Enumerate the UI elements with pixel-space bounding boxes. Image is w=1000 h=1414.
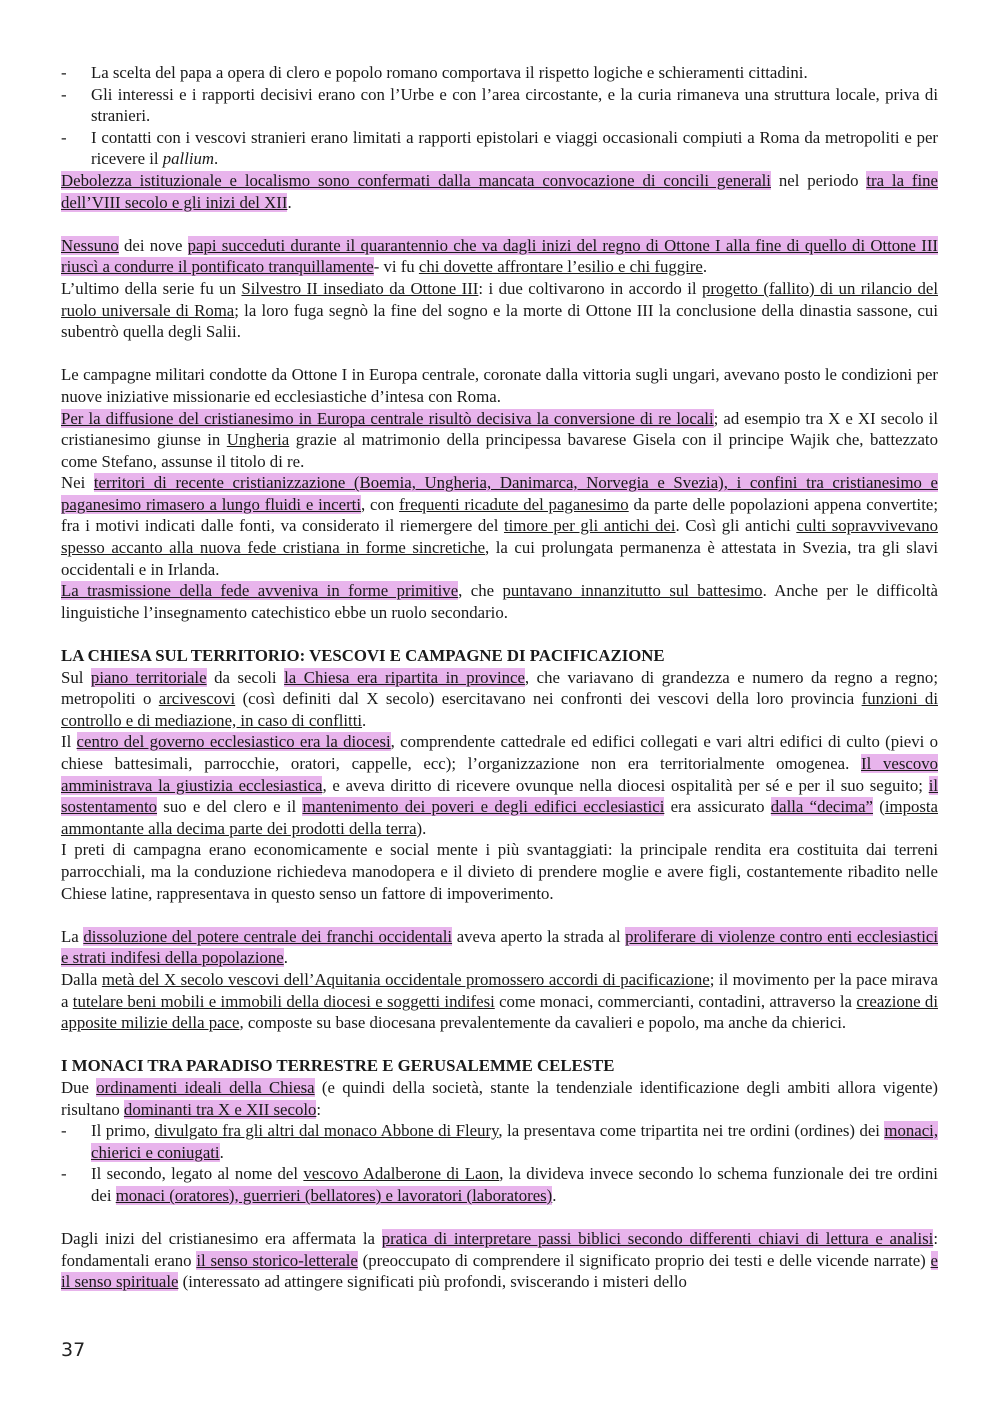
paragraph [61, 926, 938, 969]
text-run: (e quindi della società, stante la tendenziale identificazione degli ambiti allora vigente) risultano [61, 1077, 939, 1119]
underlined-text: divulgato fra gli altri dal monaco Abbone di Fleury [154, 1121, 499, 1141]
highlighted-text: Il vescovo amministrava la giustizia ecclesiastica [61, 754, 938, 795]
text-run: come monaci, commercianti, contadini, attraverso la [494, 991, 857, 1011]
highlighted-text: dalla “decima” [770, 797, 873, 817]
paragraph-spacer [61, 1034, 938, 1056]
underlined-text: Ungheria [226, 430, 290, 450]
underlined-text: arcivescovi [158, 689, 236, 709]
text-run: da secoli [206, 667, 285, 687]
bullet-list [61, 62, 938, 170]
paragraph [61, 408, 938, 473]
text-run: La [61, 926, 84, 946]
text-run: , con [361, 494, 400, 514]
text-run: Dalla [61, 969, 102, 989]
bullet-dash: - [61, 127, 67, 147]
highlighted-text: monaci (oratores), guerrieri (bellatores) e lavoratori (laboratores) [115, 1185, 553, 1205]
text-run: : fondamentali erano [61, 1229, 939, 1270]
text-run: , e aveva diritto di ricevere ovunque nella diocesi ospitalità per sé e per il suo seguito; [322, 775, 929, 795]
text-run: . [552, 1185, 557, 1205]
text-run: I preti di campagna erano economicamente e social mente i più svantaggiati: la principale rendita era costituita dai terreni parrocchiali, ma la conduzione richiedeva manodopera e il divieto di prendere moglie e avere figli, costantemente ribadito nelle Chiese latine, rappresentava in questo senso un fattore di impoverimento. [61, 840, 938, 903]
text-run: L’ultimo della serie fu un [61, 278, 242, 298]
paragraph [61, 472, 938, 580]
text-run: . Anche per le difficoltà linguistiche l’insegnamento catechistico ebbe un ruolo secondario. [61, 581, 938, 622]
text-run: ; la loro fuga segnò la fine del sogno e la morte di Ottone III la conclusione della dinastia sassone, cui subentrò quella degli Salii. [61, 300, 938, 342]
text-run: La scelta del papa a opera di clero e popolo romano comportava il rispetto logiche e schieramenti cittadini. [91, 63, 808, 82]
text-run: . Così gli antichi [675, 516, 797, 536]
highlighted-text: proliferare di violenze contro enti ecclesiastici e strati indifesi della popolazione [61, 926, 938, 968]
paragraph-spacer [61, 1206, 938, 1228]
text-run: , la presentava come tripartita nei tre ordini (ordines) dei [498, 1121, 885, 1141]
text-run: . [287, 192, 292, 212]
text-run: era assicurato [664, 797, 771, 817]
text-run: Il secondo, legato al nome del [91, 1164, 304, 1184]
highlighted-text: il senso storico-letterale [196, 1250, 358, 1270]
list-item [61, 84, 938, 127]
paragraph [61, 235, 938, 278]
text-run: , composte su base diocesana prevalentemente da cavalieri e popolo, ma anche da chierici. [239, 1013, 847, 1033]
highlighted-text: il sostentamento [61, 775, 939, 817]
text-run: Il [61, 732, 77, 752]
text-run: Il primo, [91, 1121, 155, 1141]
highlighted-text: Per la diffusione del cristianesimo in Europa centrale risultò decisiva la conversione di re locali [61, 408, 714, 428]
paragraph [61, 839, 938, 904]
text-run: . [362, 710, 367, 730]
text-run: ; ad esempio tra X e XI secolo il cristianesimo giunse in [61, 408, 938, 450]
underlined-text: metà del X secolo vescovi dell’Aquitania occidentale promossero accordi di pacificazione [101, 969, 710, 989]
italic-text: pallium [162, 149, 215, 169]
text-run: . [283, 948, 288, 968]
paragraph [61, 667, 938, 732]
highlighted-text: territori di recente cristianizzazione (Boemia, Ungheria, Danimarca, Norvegia e Svezia), i confini tra cristianesimo e paganesimo rimasero a lungo fluidi e incerti [61, 473, 938, 514]
highlighted-text: mantenimento dei poveri e degli edifici ecclesiastici [302, 797, 665, 817]
highlighted-text: la Chiesa era ripartita in province [284, 667, 525, 687]
bullet-list [61, 1120, 938, 1206]
text-run: . [214, 149, 219, 169]
text-run: nel periodo [770, 170, 867, 190]
underlined-text: imposta ammontante alla decima parte dei prodotti della terra [61, 797, 938, 838]
highlighted-text: Debolezza istituzionale e localismo sono confermati dalla mancata convocazione di concili generali [61, 170, 771, 190]
text-run: , che [458, 581, 503, 601]
text-run: : i due coltivarono in accordo il [478, 278, 702, 298]
underlined-text: timore per gli antichi dei [503, 516, 676, 536]
text-run: da parte delle popolazioni appena convertite; fra i motivi indicati dalle fonti, va considerato il riemergere del [61, 494, 938, 536]
highlighted-text: La trasmissione della fede avveniva in forme primitive [61, 581, 459, 601]
text-run: grazie al matrimonio della principessa bavarese Gisela con il principe Wajik che, battezzato come Stefano, assunse il titolo di re. [61, 430, 938, 471]
bullet-dash: - [61, 1121, 67, 1141]
list-item [61, 1120, 938, 1163]
text-run: (così definiti dal X secolo) esercitavano nei confronti dei vescovi della loro provincia [235, 689, 862, 709]
text-run: (preoccupato di comprendere il significato proprio dei testi e delle vicende narrate) [357, 1250, 931, 1270]
paragraph-spacer [61, 623, 938, 645]
page-number: 37 [61, 1339, 86, 1361]
text-run: suo e del clero e il [157, 797, 303, 817]
text-run: ( [873, 797, 885, 817]
paragraph-spacer [61, 904, 938, 926]
paragraph [61, 1228, 938, 1293]
text-run: Due [61, 1077, 97, 1097]
section-heading: LA CHIESA SUL TERRITORIO: VESCOVI E CAMPAGNE DI PACIFICAZIONE [61, 646, 665, 666]
highlighted-text: tra la fine dell’VIII secolo e gli inizi del XII [61, 170, 938, 212]
paragraph [61, 278, 938, 343]
underlined-text: chi dovette affrontare l’esilio e chi fuggire [418, 257, 703, 277]
underlined-text: funzioni di controllo e di mediazione, in caso di conflitti [61, 689, 938, 730]
list-item [61, 62, 938, 84]
highlighted-text: monaci, chierici e coniugati [91, 1121, 939, 1162]
text-run: Nei [61, 473, 94, 493]
underlined-text: frequenti ricadute del paganesimo [399, 494, 629, 514]
highlighted-text: e il senso spirituale [61, 1250, 938, 1292]
highlighted-text: Nessuno [61, 235, 119, 255]
text-run: ). [416, 818, 427, 838]
paragraph-spacer [61, 343, 938, 365]
document-page [61, 62, 938, 1293]
text-run: (interessato ad attingere significati più profondi, sviscerando i misteri dello [178, 1272, 687, 1292]
bullet-dash: - [61, 63, 67, 82]
text-run: aveva aperto la strada al [452, 926, 626, 946]
text-run: Sul [61, 667, 91, 687]
text-run: dei nove [118, 235, 188, 255]
underlined-text: vescovo Adalberone di Laon [303, 1164, 500, 1184]
paragraph [61, 364, 938, 407]
highlighted-text: pratica di interpretare passi biblici secondo differenti chiavi di lettura e analisi [381, 1229, 934, 1249]
highlighted-text: ordinamenti ideali della Chiesa [96, 1077, 315, 1097]
paragraph [61, 1077, 938, 1120]
list-item [61, 1163, 938, 1206]
underlined-text: tutelare beni mobili e immobili della diocesi e soggetti indifesi [72, 991, 495, 1011]
text-run: . [702, 257, 708, 277]
bullet-dash: - [61, 84, 67, 104]
paragraph [61, 580, 938, 623]
underlined-text: progetto (fallito) di un rilancio del ruolo universale di Roma [61, 278, 938, 320]
paragraph [61, 170, 938, 213]
text-run: , la cui prolungata permanenza è attestata in Svezia, tra gli slavi occidentali e in Irlanda. [61, 538, 938, 579]
paragraph [61, 969, 938, 1034]
text-run: I contatti con i vescovi stranieri erano limitati a rapporti epistolari e viaggi occasionali compiuti a Roma da metropoliti e per ricevere il [91, 127, 938, 169]
highlighted-text: piano territoriale [90, 667, 207, 687]
paragraph-spacer [61, 213, 938, 235]
text-run: : [316, 1099, 322, 1119]
text-run: , che variavano di grandezza e numero da regno a regno; metropoliti o [61, 667, 938, 709]
underlined-text: Silvestro II insediato da Ottone III [241, 278, 479, 298]
list-item [61, 127, 938, 170]
text-run: Le campagne militari condotte da Ottone I in Europa centrale, coronate dalla vittoria sugli ungari, avevano posto le condizioni per nuove iniziative missionarie ed ecclesiastiche d’intesa con Roma. [61, 365, 938, 406]
text-run: - vi fu [373, 257, 419, 277]
highlighted-text: dissoluzione del potere centrale dei franchi occidentali [83, 926, 453, 946]
underlined-text: culti sopravvivevano spesso accanto alla nuova fede cristiana in forme sincretiche [61, 516, 938, 558]
text-run: , comprendente cattedrale ed edifici collegati e vari altri edifici di culto (pievi o chiese battesimali, parrocchie, oratori, cappelle, ecc); l’organizzazione non era territorialmente omogenea. [61, 732, 938, 773]
highlighted-text: papi succeduti durante il quarantennio che va dagli inizi del regno di Ottone I alla fine di quello di Ottone III riuscì a condurre il pontificato tranquillamente [61, 235, 938, 277]
paragraph [61, 731, 938, 839]
highlighted-text: centro del governo ecclesiastico era la diocesi [76, 732, 391, 752]
text-run: Gli interessi e i rapporti decisivi erano con l’Urbe e con l’area circostante, e la curia rimaneva una struttura locale, priva di stranieri. [91, 84, 938, 126]
text-run: . [219, 1142, 224, 1162]
text-run: Dagli inizi del cristianesimo era affermata la [61, 1229, 382, 1249]
section-heading: I MONACI TRA PARADISO TERRESTRE E GERUSALEMME CELESTE [61, 1056, 615, 1076]
text-run: , la divideva invece secondo lo schema funzionale dei tre ordini dei [91, 1164, 938, 1205]
highlighted-text: dominanti tra X e XII secolo [123, 1099, 317, 1119]
text-run: ; il movimento per la pace mirava a [61, 969, 938, 1011]
underlined-text: creazione di apposite milizie della pace [61, 991, 938, 1033]
underlined-text: puntavano innanzitutto sul battesimo [502, 581, 763, 601]
bullet-dash: - [61, 1164, 67, 1184]
